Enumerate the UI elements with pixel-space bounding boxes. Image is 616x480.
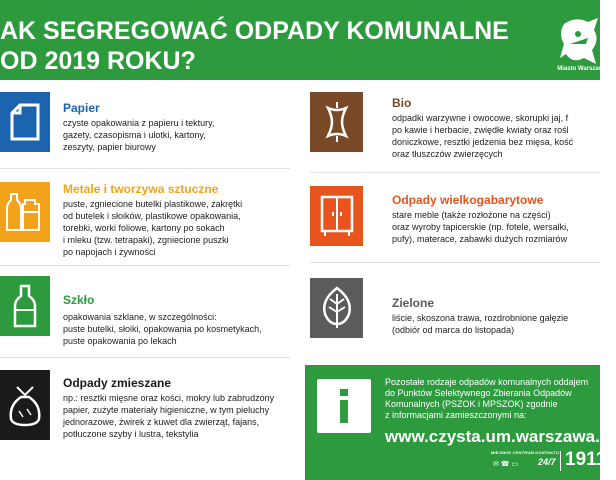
desc-line: puste opakowania po lekach bbox=[63, 336, 177, 346]
bottles-icon bbox=[3, 190, 47, 234]
contact-hours: 24/7 bbox=[538, 457, 556, 467]
info-line: z informacjami zamieszczonymi na: bbox=[385, 410, 527, 420]
warsaw-logo bbox=[558, 14, 606, 72]
zmieszane-title: Odpady zmieszane bbox=[63, 376, 172, 390]
desc-line: po kawie i herbacie, zwiędłe kwiaty oraz rośl bbox=[392, 125, 569, 135]
desc-line: puste, zgniecione butelki plastikowe, zakrętki bbox=[63, 199, 243, 209]
desc-line: np.: resztki mięsne oraz kości, mokry lub zabrudzony bbox=[63, 393, 275, 403]
desc-line: liście, skoszona trawa, rozdrobnione gałęzie bbox=[392, 313, 569, 323]
contact-separator bbox=[560, 451, 561, 471]
szklo-desc bbox=[63, 311, 262, 347]
info-text bbox=[385, 377, 588, 421]
desc-line: doniczkowe, resztki jedzenia bez mięsa, kość bbox=[392, 137, 574, 147]
desc-line: gazety, czasopisma i ulotki, kartony, bbox=[63, 130, 206, 140]
desc-line: (odbiór od marca do listopada) bbox=[392, 325, 515, 335]
page-title bbox=[0, 16, 509, 76]
website-link[interactable]: www.czysta.um.warszawa.p bbox=[385, 427, 611, 446]
divider bbox=[310, 262, 600, 263]
divider bbox=[0, 168, 290, 169]
desc-line: czyste opakowania z papieru i tektury, bbox=[63, 118, 215, 128]
wielkogabarytowe-title: Odpady wielkogabarytowe bbox=[392, 193, 544, 207]
desc-line: stare meble (także rozłożone na części) bbox=[392, 210, 551, 220]
desc-line: torebki, worki foliowe, kartony po sokach bbox=[63, 223, 225, 233]
info-line: do Punktów Selektywnego Zbierania Odpadów bbox=[385, 388, 572, 398]
divider bbox=[0, 265, 290, 266]
desc-line: od butelek i słoików, plastikowe opakowania, bbox=[63, 211, 241, 221]
szklo-title: Szkło bbox=[63, 293, 95, 307]
desc-line: zeszyty, papier biurowy bbox=[63, 142, 156, 152]
desc-line: po napojach i żywności bbox=[63, 247, 156, 257]
contact-number[interactable]: 19111 bbox=[565, 449, 616, 470]
desc-line: papier, zużyte materiały higieniczne, w tym pieluchy bbox=[63, 405, 270, 415]
desc-line: oraz wyroby tapicerskie (np. fotele, wersalki, bbox=[392, 222, 569, 232]
leaf-icon bbox=[319, 286, 355, 330]
divider bbox=[0, 357, 290, 358]
papier-title: Papier bbox=[63, 101, 100, 115]
zmieszane-desc bbox=[63, 392, 274, 440]
info-line: Komunalnych (PSZOK i MPSZOK) zgodnie bbox=[385, 399, 558, 409]
bio-icon-box bbox=[310, 92, 363, 152]
apple-core-icon bbox=[322, 100, 352, 144]
desc-line: opakowania szklane, w szczególności: bbox=[63, 312, 217, 322]
info-line: Pozostałe rodzaje odpadów komunalnych oddajem bbox=[385, 377, 589, 387]
zielone-desc bbox=[392, 312, 568, 336]
bio-title: Bio bbox=[392, 96, 412, 110]
desc-line: jednorazowe, żwirek z kuwet dla zwierząt, fajans, bbox=[63, 417, 260, 427]
desc-line: potłuczone szyby i lustra, tekstylia bbox=[63, 429, 199, 439]
desc-line: oraz tłuszczów zwierzęcych bbox=[392, 149, 503, 159]
desc-line: pufy), materace, zabawki dużych rozmiarów bbox=[392, 234, 568, 244]
contact-icons: ✉ ☎ ▭ bbox=[493, 461, 519, 468]
bio-desc bbox=[392, 112, 573, 160]
wielkogabarytowe-icon-box bbox=[310, 186, 363, 246]
paper-icon bbox=[10, 103, 40, 141]
desc-line: puste butelki, słoiki, opakowania po kosmetykach, bbox=[63, 324, 262, 334]
metale-title: Metale i tworzywa sztuczne bbox=[63, 182, 219, 196]
page-title-line-2: OD 2019 ROKU? bbox=[0, 47, 196, 75]
divider bbox=[310, 172, 600, 173]
desc-line: odpadki warzywne i owocowe, skorupki jaj, f bbox=[392, 113, 569, 123]
info-panel bbox=[305, 365, 616, 480]
contact-center-label: MIEJSKIE CENTRUM KONTAKTU bbox=[491, 450, 560, 455]
szklo-icon-box bbox=[0, 276, 50, 336]
zmieszane-icon-box bbox=[0, 370, 50, 440]
info-icon bbox=[317, 379, 371, 433]
papier-icon-box bbox=[0, 92, 50, 152]
wardrobe-icon bbox=[319, 194, 355, 238]
papier-desc bbox=[63, 117, 214, 153]
header-banner bbox=[0, 0, 607, 80]
desc-line: i mleku (tzw. tetrapaki), zgniecione puszki bbox=[63, 235, 229, 245]
trash-bag-icon bbox=[7, 383, 43, 427]
metale-desc bbox=[63, 198, 242, 258]
wielkogabarytowe-desc bbox=[392, 209, 569, 245]
zielone-icon-box bbox=[310, 278, 363, 338]
zielone-title: Zielone bbox=[392, 296, 435, 310]
page-title-line-1: AK SEGREGOWAĆ ODPADY KOMUNALNE bbox=[0, 17, 509, 45]
logo-text: Miasto Warszawa bbox=[557, 66, 607, 72]
metale-icon-box bbox=[0, 182, 50, 242]
glass-bottle-icon bbox=[13, 284, 37, 328]
